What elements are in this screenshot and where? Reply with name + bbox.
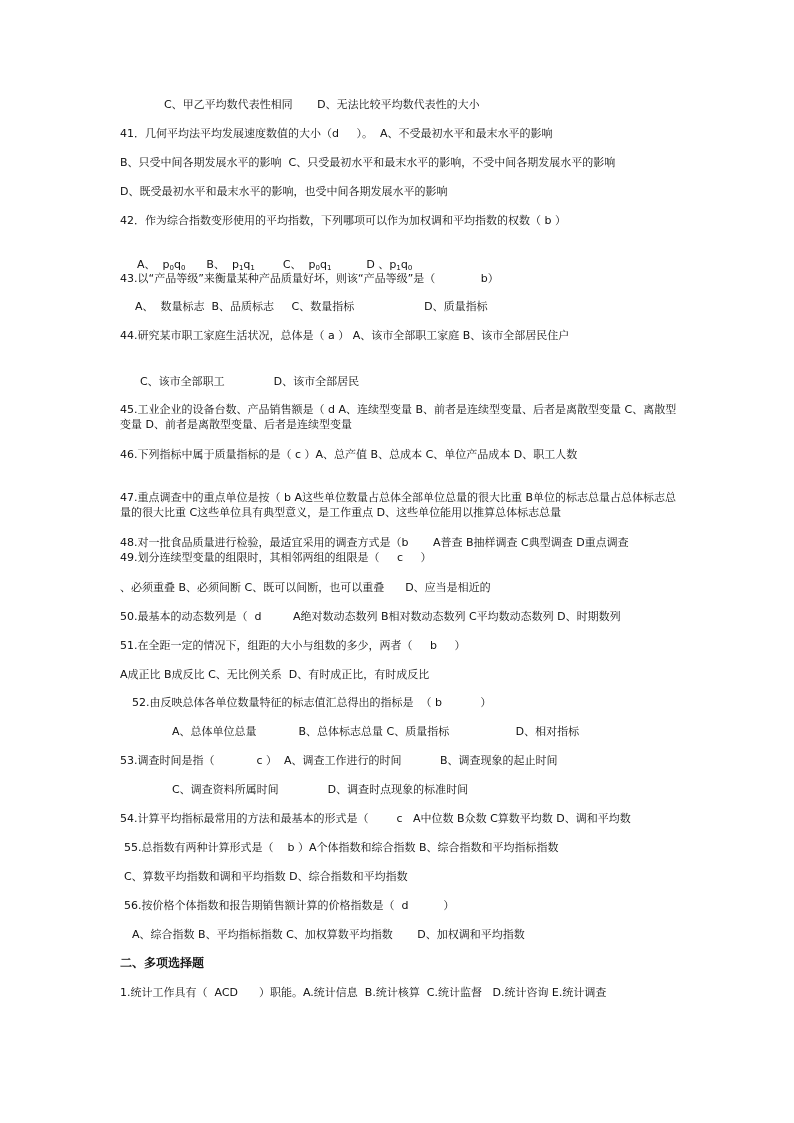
question-49: 49.划分连续型变量的组限时，其相邻两组的组限是（ c ） <box>120 551 432 564</box>
option-a: A、 $p_0q_0$ <box>137 258 186 272</box>
question-43: 43.以“产品等级”来衡量某种产品质量好坏，则该“产品等级”是（ b） <box>120 272 499 285</box>
text-line: C、甲乙平均数代表性相同 D、无法比较平均数代表性的大小 <box>164 98 480 111</box>
question-52: 52.由反映总体各单位数量特征的标志值汇总得出的指标是 （ b ） <box>132 696 492 709</box>
question-53: 53.调查时间是指（ c ） A、调查工作进行的时间 B、调查现象的起止时间 <box>120 754 558 767</box>
text-line: 、必须重叠 B、必须间断 C、既可以间断，也可以重叠 D、应当是相近的 <box>120 581 491 594</box>
question-54: 54.计算平均指标最常用的方法和最基本的形式是（ c A中位数 B众数 C算数平均数 D、调和平均数 <box>120 812 631 825</box>
question-41: 41．几何平均法平均发展速度数值的大小（d ）。 A、不受最初水平和最末水平的影响 <box>120 127 553 140</box>
text-line: A成正比 B成反比 C、无比例关系 D、有时成正比，有时成反比 <box>120 668 430 681</box>
section-heading: 二、多项选择题 <box>120 956 205 970</box>
text-line: D、既受最初水平和最末水平的影响，也受中间各期发展水平的影响 <box>120 185 448 198</box>
text-line: C、算数平均指数和调和平均指数 D、综合指数和平均指数 <box>124 870 408 883</box>
option-b: B、 $p_1q_1$ <box>206 258 255 272</box>
question-55: 55.总指数有两种计算形式是（ b ）A个体指数和综合指数 B、综合指数和平均指标指数 <box>124 841 559 854</box>
question-51: 51.在全距一定的情况下，组距的大小与组数的多少，两者（ b ） <box>120 639 466 652</box>
text-line: B、只受中间各期发展水平的影响 C、只受最初水平和最末水平的影响，不受中间各期发展水平的影响 <box>120 156 616 169</box>
question-48: 48.对一批食品质量进行检验，最适宜采用的调查方式是（b A普查 B抽样调查 C典型调查 D重点调查 <box>120 536 629 549</box>
text-line: C、调查资料所属时间 D、调查时点现象的标准时间 <box>172 783 469 796</box>
text-line: A、综合指数 B、平均指标指数 C、加权算数平均指数 D、加权调和平均指数 <box>132 928 525 941</box>
text-line: C、该市全部职工 D、该市全部居民 <box>140 375 360 388</box>
question-42: 42．作为综合指数变形使用的平均指数，下列哪项可以作为加权调和平均指数的权数（ b ） <box>120 214 566 227</box>
question-46: 46.下列指标中属于质量指标的是（ c ）A、总产值 B、总成本 C、单位产品成本 D、职工人数 <box>120 448 578 461</box>
text-line: A、总体单位总量 B、总体标志总量 C、质量指标 D、相对指标 <box>172 725 580 738</box>
question-45: 45.工业企业的设备台数、产品销售额是（ d A、连续型变量 B、前者是连续型变量、后者是离散型变量 C、离散型变量 D、前者是离散型变量、后者是连续型变量 <box>120 403 677 431</box>
question-44: 44.研究某市职工家庭生活状况，总体是（ a ） A、该市全部职工家庭 B、该市全部居民住户 <box>120 329 570 342</box>
option-c: C、 $p_0q_1$ <box>282 258 332 272</box>
question-56: 56.按价格个体指数和报告期销售额计算的价格指数是（ d ） <box>124 899 455 912</box>
option-d: D 、$p_1q_0$ <box>366 258 413 272</box>
text-line: A、 数量标志 B、品质标志 C、数量指标 D、质量指标 <box>128 300 488 313</box>
question-47: 47.重点调查中的重点单位是按（ b A这些单位数量占总体全部单位总量的很大比重 B单位的标志总量占总体标志总量的很大比重 C这些单位具有典型意义，是工作重点 D、这些单位能用以推算总体标志总量 <box>120 491 677 519</box>
question-50: 50.最基本的动态数列是（ d A绝对数动态数列 B相对数动态数列 C平均数动态数列 D、时期数列 <box>120 610 621 623</box>
question-multi-1: 1.统计工作具有（ ACD ）职能。A.统计信息 B.统计核算 C.统计监督 D.统计咨询 E.统计调查 <box>120 986 607 999</box>
